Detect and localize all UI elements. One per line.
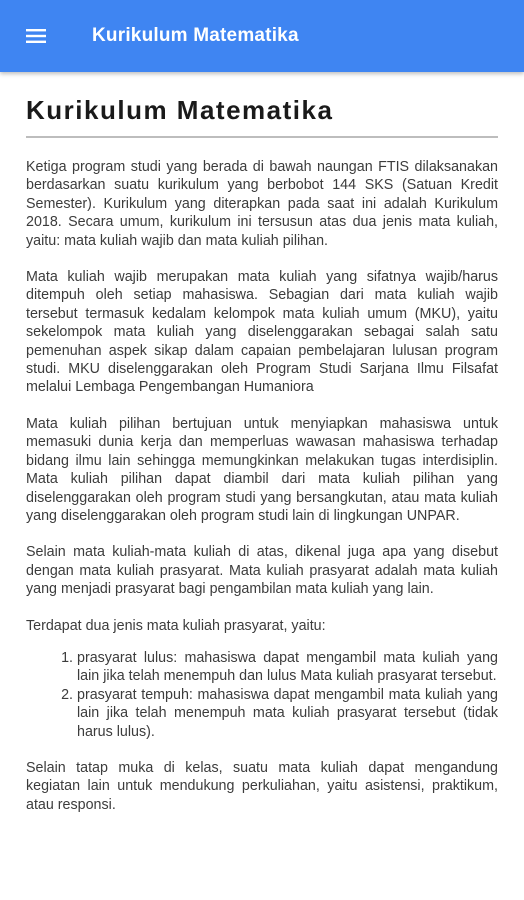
- heading-divider: [26, 136, 498, 138]
- page-title: Kurikulum Matematika: [26, 95, 334, 125]
- paragraph-mata-kuliah-wajib: Mata kuliah wajib merupakan mata kuliah yang sifatnya wajib/harus ditempuh oleh setiap mahasiswa. Sebagian dari mata kuliah wajib tersebut termasuk kedalam kelompok mata kuliah umum (MKU), yaitu sekelompok mata kuliah yang diselenggarakan sebagai salah satu pemenuhan aspek sikap dalam capaian pembelajaran lulusan program studi. MKU diselenggarakan oleh Program Studi Sarjana Ilmu Filsafat melalui Lembaga Pengembangan Humaniora: [26, 269, 498, 396]
- app-bar-title: Kurikulum Matematika: [92, 25, 299, 46]
- paragraph-jenis-prasyarat: Terdapat dua jenis mata kuliah prasyarat, yaitu:: [26, 617, 326, 634]
- paragraph-kegiatan-lain: Selain tatap muka di kelas, suatu mata kuliah dapat mengandung kegiatan lain untuk mendukung perkuliahan, yaitu asistensi, praktikum, atau responsi.: [26, 759, 498, 813]
- paragraph-mata-kuliah-pilihan: Mata kuliah pilihan bertujuan untuk menyiapkan mahasiswa untuk memasuki dunia kerja dan memperluas wawasan mahasiswa terhadap bidang ilmu lain sehingga memungkinkan melakukan tugas interdisiplin. Mata kuliah pilihan dapat diambil dari mata kuliah pilihan yang diselenggarakan oleh program studi yang bersangkutan, atau mata kuliah yang diselenggarakan oleh program studi lain di lingkungan UNPAR.: [26, 415, 498, 524]
- hamburger-menu-icon[interactable]: [0, 0, 72, 72]
- page-content[interactable]: [0, 72, 524, 900]
- app-bar: [0, 0, 524, 72]
- list-item: 2. prasyarat tempuh: mahasiswa dapat mengambil mata kuliah yang lain jika telah menempuh mata kuliah prasyarat tersebut (tidak harus lulus).: [77, 686, 498, 741]
- paragraph-intro: Ketiga program studi yang berada di bawah naungan FTIS dilaksanakan berdasarkan suatu kurikulum yang berbobot 144 SKS (Satuan Kredit Semester). Kurikulum yang diterapkan pada saat ini adalah Kurikulum 2018. Secara umum, kurikulum ini tersusun atas dua jenis mata kuliah, yaitu: mata kuliah wajib dan mata kuliah pilihan.: [26, 159, 498, 249]
- paragraph-mata-kuliah-prasyarat: Selain mata kuliah-mata kuliah di atas, dikenal juga apa yang disebut dengan mata kuliah prasyarat. Mata kuliah prasyarat adalah mata kuliah yang menjadi prasyarat bagi pengambilan mata kuliah yang lain.: [26, 544, 498, 598]
- list-item: 1. prasyarat lulus: mahasiswa dapat mengambil mata kuliah yang lain jika telah menempuh dan lulus Mata kuliah prasyarat tersebut.: [77, 649, 498, 686]
- prereq-list: [26, 649, 498, 741]
